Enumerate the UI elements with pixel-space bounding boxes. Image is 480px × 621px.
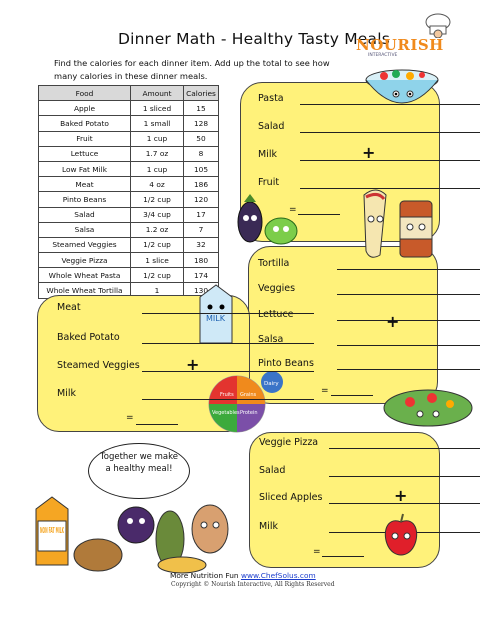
salad-bowl-illustration bbox=[380, 378, 476, 434]
table-cell: Meat bbox=[39, 177, 131, 192]
beans-can-character bbox=[396, 195, 438, 267]
table-cell: 105 bbox=[184, 161, 219, 176]
calorie-answer-blank[interactable] bbox=[142, 371, 314, 372]
table-cell: 8 bbox=[184, 146, 219, 161]
table-row bbox=[39, 222, 219, 237]
calorie-answer-blank[interactable] bbox=[300, 104, 480, 105]
chef-hat-icon bbox=[418, 12, 458, 38]
table-cell: Baked Potato bbox=[39, 116, 131, 131]
table-cell: 1.7 oz bbox=[131, 146, 184, 161]
table-cell: Pinto Beans bbox=[39, 192, 131, 207]
meal-item-label: Milk bbox=[258, 149, 277, 160]
table-cell: 180 bbox=[184, 253, 219, 268]
meal-item-label: Salsa bbox=[258, 334, 284, 345]
table-cell: 1 cup bbox=[131, 161, 184, 176]
calorie-answer-blank[interactable] bbox=[329, 476, 480, 477]
table-row bbox=[39, 161, 219, 176]
speech-bubble-text: Together we make a healthy meal! bbox=[100, 452, 178, 474]
meal-item-label: Pinto Beans bbox=[258, 358, 314, 369]
calorie-answer-blank[interactable] bbox=[337, 269, 480, 270]
meal-item-label: Salad bbox=[259, 465, 286, 476]
table-cell: Steamed Veggies bbox=[39, 237, 131, 252]
total-blank[interactable] bbox=[136, 424, 178, 425]
meal-item-label: Sliced Apples bbox=[259, 492, 323, 503]
table-cell: 1 cup bbox=[131, 131, 184, 146]
footer-text: More Nutrition Fun bbox=[170, 571, 239, 580]
table-row bbox=[39, 268, 219, 283]
column-header: Calories bbox=[184, 86, 219, 101]
food-characters-illustration bbox=[32, 495, 244, 575]
table-cell: 130 bbox=[184, 283, 219, 298]
table-cell: 1 slice bbox=[131, 253, 184, 268]
lettuce-character bbox=[263, 215, 299, 247]
milk-carton-character bbox=[192, 283, 240, 347]
total-equals: = bbox=[313, 547, 321, 557]
page-title: Dinner Math - Healthy Tasty Meals bbox=[118, 30, 390, 48]
plate-protein-label: Protein bbox=[240, 410, 258, 416]
tortilla-character bbox=[356, 185, 398, 271]
table-cell: 128 bbox=[184, 116, 219, 131]
calorie-answer-blank[interactable] bbox=[142, 313, 314, 314]
pasta-bowl-illustration bbox=[362, 66, 444, 120]
calorie-answer-blank[interactable] bbox=[337, 345, 480, 346]
non-fat-milk-label: NON FAT MILK bbox=[40, 526, 65, 535]
calorie-answer-blank[interactable] bbox=[142, 399, 314, 400]
plus-sign: + bbox=[386, 312, 400, 331]
plus-sign: + bbox=[362, 143, 376, 162]
meal-item-label: Veggies bbox=[258, 283, 296, 294]
plate-dairy-label: Dairy bbox=[264, 381, 279, 387]
nourish-logo bbox=[356, 12, 466, 62]
table-cell: Fruit bbox=[39, 131, 131, 146]
table-cell: 15 bbox=[184, 101, 219, 116]
plus-sign: + bbox=[394, 486, 408, 505]
calorie-answer-blank[interactable] bbox=[142, 343, 314, 344]
copyright: Copyright © Nourish Interactive, All Rights Reserved bbox=[171, 581, 335, 588]
meal-item-label: Milk bbox=[57, 388, 76, 399]
table-row bbox=[39, 253, 219, 268]
meal-item-label: Pasta bbox=[258, 93, 284, 104]
table-cell: 1/2 cup bbox=[131, 237, 184, 252]
meal-item-label: Lettuce bbox=[258, 309, 294, 320]
table-cell: Whole Wheat Pasta bbox=[39, 268, 131, 283]
table-cell: 1 bbox=[131, 283, 184, 298]
myplate-illustration bbox=[202, 370, 292, 436]
total-equals: = bbox=[321, 386, 329, 396]
table-cell: 17 bbox=[184, 207, 219, 222]
table-cell: Veggie Pizza bbox=[39, 253, 131, 268]
meal-item-label: Steamed Veggies bbox=[57, 360, 140, 371]
table-cell: 1 small bbox=[131, 116, 184, 131]
table-header-row bbox=[39, 86, 219, 101]
table-cell: Salad bbox=[39, 207, 131, 222]
table-row bbox=[39, 101, 219, 116]
meal-item-label: Veggie Pizza bbox=[259, 437, 319, 448]
table-cell: 1.2 oz bbox=[131, 222, 184, 237]
plate-vegetables-label: Vegetables bbox=[212, 410, 240, 416]
table-cell: 50 bbox=[184, 131, 219, 146]
table-row bbox=[39, 192, 219, 207]
meal-item-label: Tortilla bbox=[258, 258, 290, 269]
table-cell: 7 bbox=[184, 222, 219, 237]
table-row bbox=[39, 131, 219, 146]
logo-text: NOURISH bbox=[356, 36, 444, 54]
total-blank[interactable] bbox=[322, 556, 364, 557]
table-cell: Lettuce bbox=[39, 146, 131, 161]
table-row bbox=[39, 177, 219, 192]
apple-character bbox=[380, 512, 422, 560]
table-cell: 174 bbox=[184, 268, 219, 283]
instructions: Find the calories for each dinner item. Add up the total to see how many calories in these dinner meals. bbox=[54, 58, 330, 81]
table-cell: Whole Wheat Tortilla bbox=[39, 283, 131, 298]
logo-subtitle: INTERACTIVE bbox=[368, 53, 398, 58]
table-cell: 186 bbox=[184, 177, 219, 192]
table-cell: 3/4 cup bbox=[131, 207, 184, 222]
total-blank[interactable] bbox=[298, 214, 340, 215]
total-equals: = bbox=[289, 205, 297, 215]
calorie-table bbox=[38, 85, 219, 299]
table-cell: 1/2 cup bbox=[131, 192, 184, 207]
meal-item-label: Baked Potato bbox=[57, 332, 120, 343]
footer-line bbox=[170, 571, 316, 580]
table-row bbox=[39, 207, 219, 222]
calorie-answer-blank[interactable] bbox=[300, 160, 480, 161]
table-cell: Apple bbox=[39, 101, 131, 116]
total-equals: = bbox=[126, 413, 134, 423]
meal-item-label: Salad bbox=[258, 121, 285, 132]
table-row bbox=[39, 237, 219, 252]
column-header: Food bbox=[39, 86, 131, 101]
plus-sign: + bbox=[186, 355, 200, 374]
table-cell: 120 bbox=[184, 192, 219, 207]
meal-item-label: Milk bbox=[259, 521, 278, 532]
plate-grains-label: Grains bbox=[240, 392, 257, 398]
calorie-answer-blank[interactable] bbox=[300, 132, 480, 133]
total-blank[interactable] bbox=[331, 395, 373, 396]
column-header: Amount bbox=[131, 86, 184, 101]
plate-fruits-label: Fruits bbox=[220, 392, 234, 398]
calorie-answer-blank[interactable] bbox=[337, 320, 480, 321]
calorie-answer-blank[interactable] bbox=[337, 369, 480, 370]
calorie-answer-blank[interactable] bbox=[337, 294, 480, 295]
meal-item-label: Fruit bbox=[258, 177, 280, 188]
calorie-answer-blank[interactable] bbox=[329, 448, 480, 449]
table-cell: 4 oz bbox=[131, 177, 184, 192]
table-row bbox=[39, 116, 219, 131]
table-row bbox=[39, 146, 219, 161]
table-cell: 1 sliced bbox=[131, 101, 184, 116]
meal-item-label: Meat bbox=[57, 302, 81, 313]
table-cell: Low Fat Milk bbox=[39, 161, 131, 176]
footer-link[interactable]: www.ChefSolus.com bbox=[240, 571, 316, 580]
table-cell: 1/2 cup bbox=[131, 268, 184, 283]
table-cell: Salsa bbox=[39, 222, 131, 237]
milk-label: MILK bbox=[206, 314, 225, 323]
table-cell: 32 bbox=[184, 237, 219, 252]
